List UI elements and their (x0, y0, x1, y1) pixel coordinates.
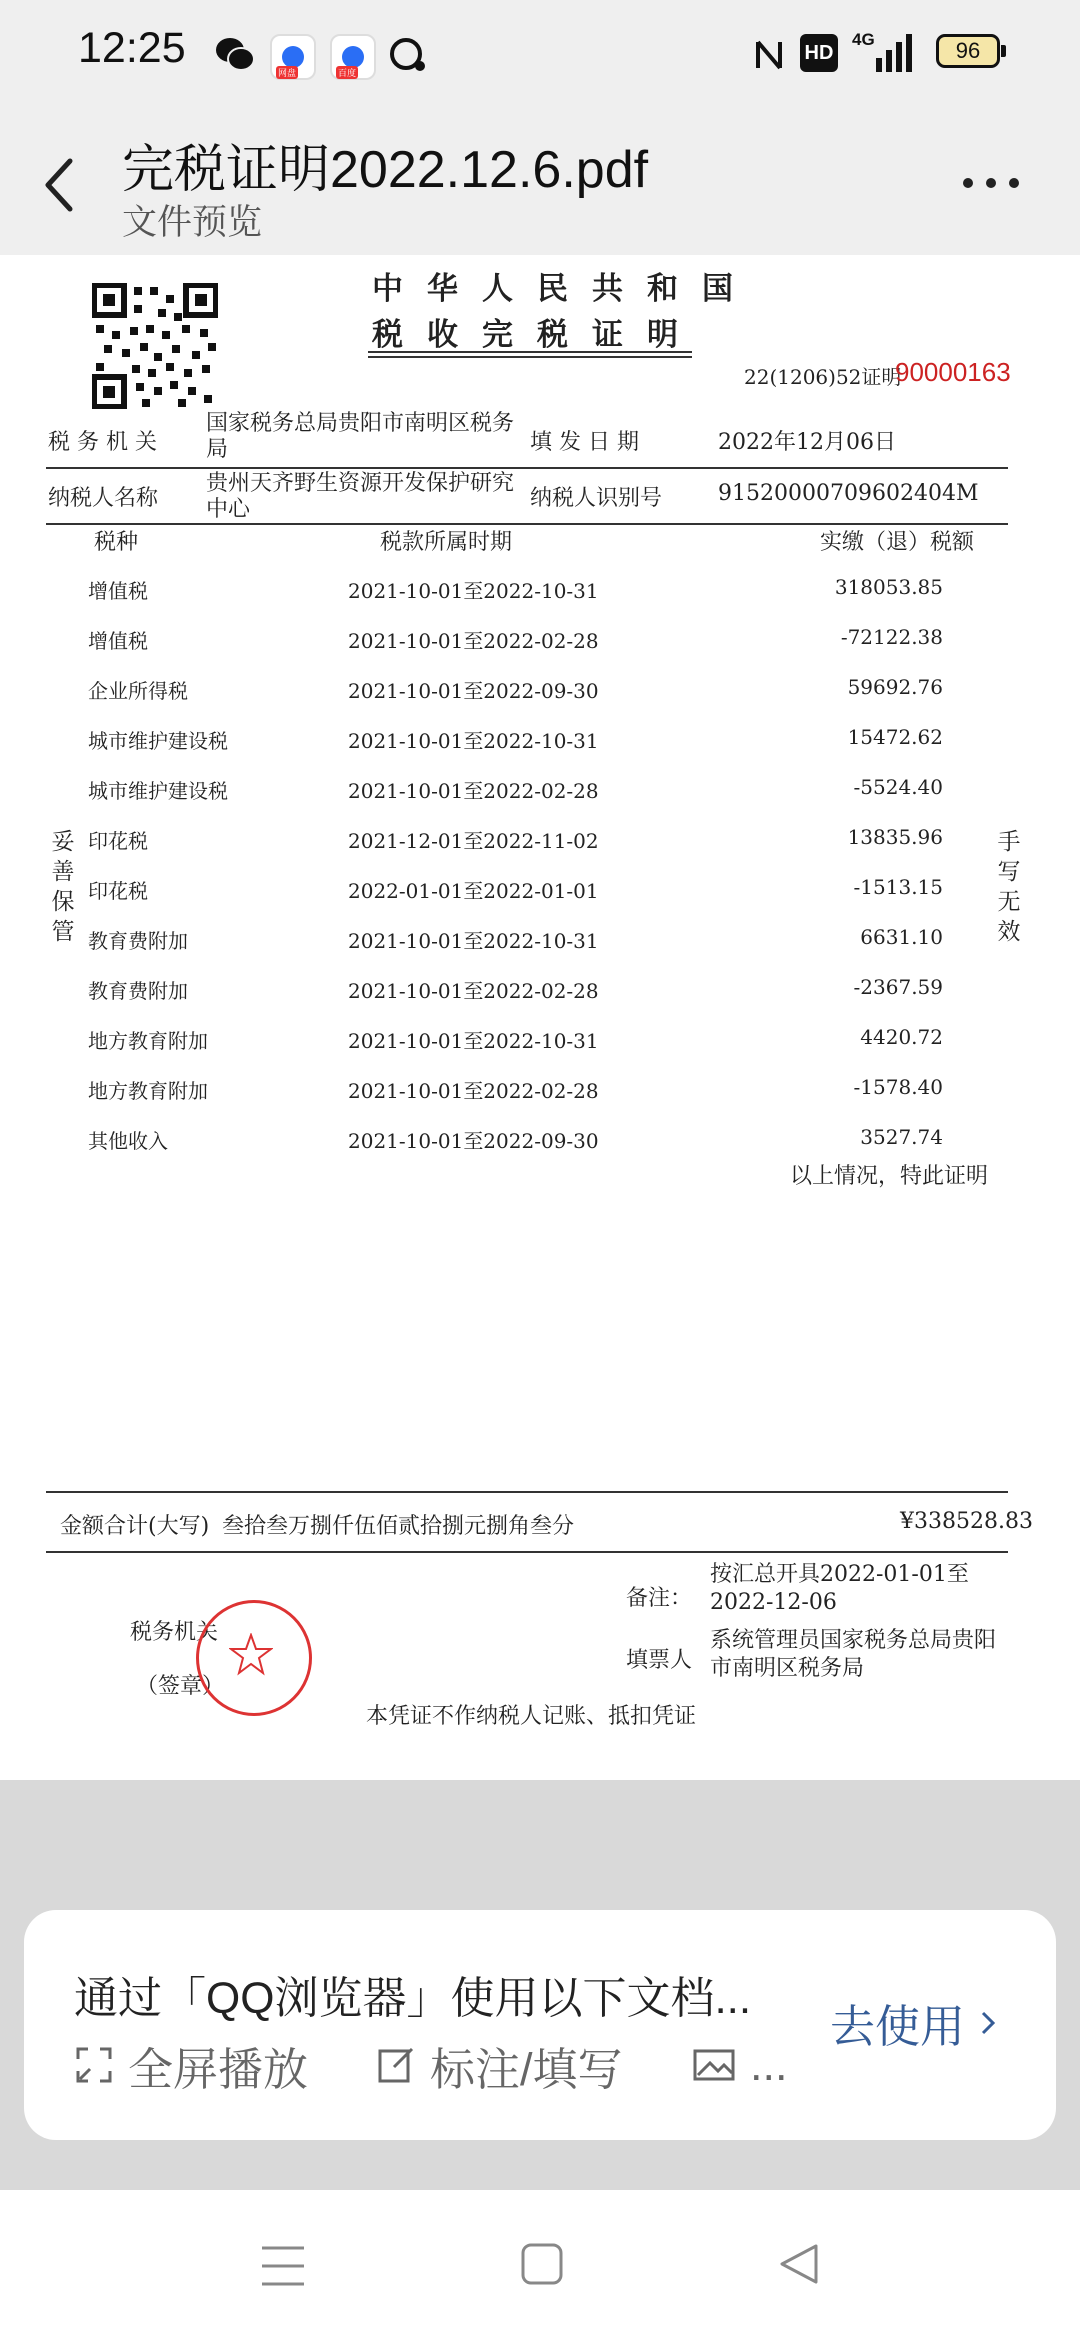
row-tax-period: 2021-10-01至2022-02-28 (348, 779, 599, 803)
go-use-label: 去使用 (830, 2001, 966, 2052)
action-fullscreen[interactable] (74, 2040, 309, 2095)
row-tax-amount: 13835.96 (847, 825, 943, 849)
official-stamp-icon (196, 1600, 312, 1716)
total-bottom-line (46, 1551, 1008, 1553)
qr-code-icon (92, 283, 218, 409)
baidu-netdisk-icon (270, 34, 316, 80)
row-tax-period: 2021-10-01至2022-02-28 (348, 979, 599, 1003)
network-type-label: 4G (852, 30, 875, 49)
row-tax-period: 2021-10-01至2022-10-31 (348, 1029, 599, 1053)
column-header-period: 税款所属时期 (380, 530, 513, 555)
row-tax-type: 教育费附加 (88, 979, 188, 1003)
action-annotate-label: 标注/填写 (430, 2043, 623, 2095)
doc-title-line2: 税收完税证明 (372, 317, 702, 353)
row-tax-period: 2021-10-01至2022-02-28 (348, 1079, 599, 1103)
row-tax-period: 2021-10-01至2022-09-30 (348, 679, 599, 703)
row-tax-amount: -1578.40 (853, 1075, 943, 1099)
chat-icon (388, 36, 430, 76)
recent-apps-button[interactable] (258, 2244, 308, 2288)
row-tax-amount: 4420.72 (860, 1025, 943, 1049)
status-time: 12:25 (78, 24, 186, 72)
row-tax-period: 2021-10-01至2022-09-30 (348, 1129, 599, 1153)
row-tax-type: 增值税 (88, 629, 148, 653)
taxpayer-name-value: 贵州天齐野生资源开发保护研究中心 (206, 471, 515, 522)
row-tax-amount: 318053.85 (834, 575, 943, 599)
cert-number: 90000163 (895, 357, 1011, 387)
certify-text: 以上情况，特此证明 (790, 1164, 989, 1189)
baidu-app-icon (330, 34, 376, 80)
more-options-button[interactable] (958, 173, 1028, 193)
taxpayer-id-value: 91520000709602404M (718, 481, 979, 506)
app-badge-netdisk: 网盘 (276, 66, 298, 79)
app-header (0, 105, 1080, 255)
action-annotate[interactable] (376, 2040, 623, 2095)
row-tax-period: 2021-10-01至2022-10-31 (348, 729, 599, 753)
nfc-icon (752, 36, 786, 74)
row-tax-amount: -72122.38 (840, 625, 943, 649)
column-header-amount: 实缴（退）税额 (820, 530, 975, 555)
fullscreen-icon (74, 2045, 114, 2085)
sign-authority-label: 税务机关 (130, 1620, 219, 1645)
row-tax-type: 地方教育附加 (88, 1029, 208, 1053)
row-tax-type: 其他收入 (88, 1129, 168, 1153)
right-side-note: 手写无效 (997, 829, 1021, 945)
tax-authority-label: 税 务 机 关 (48, 430, 157, 455)
taxpayer-id-label: 纳税人识别号 (530, 486, 663, 511)
total-amount: ¥338528.83 (900, 1509, 1033, 1534)
remark-label: 备注： (626, 1586, 693, 1611)
battery-tip (1001, 45, 1006, 57)
battery-level: 96 (955, 38, 981, 63)
image-icon (692, 2045, 736, 2085)
back-button[interactable] (40, 155, 80, 215)
chevron-right-icon (973, 2003, 1003, 2043)
row-tax-type: 地方教育附加 (88, 1079, 208, 1103)
tax-authority-value: 国家税务总局贵阳市南明区税务局 (206, 411, 515, 462)
row-tax-type: 教育费附加 (88, 929, 188, 953)
action-fullscreen-label: 全屏播放 (128, 2043, 309, 2095)
battery-icon (936, 34, 1000, 68)
row-tax-period: 2021-12-01至2022-11-02 (348, 829, 599, 853)
remark-value: 按汇总开具2022-01-01至2022-12-06 (710, 1562, 969, 1615)
action-image-label: ... (750, 2039, 788, 2090)
title-underline (368, 351, 692, 353)
row-tax-type: 城市维护建设税 (88, 779, 228, 803)
wechat-icon (214, 34, 256, 74)
row-tax-type: 城市维护建设税 (88, 729, 228, 753)
file-subtitle: 文件预览 (122, 203, 263, 242)
cert-code: 22(1206)52证明 (744, 365, 902, 389)
edit-icon (376, 2045, 416, 2085)
row-tax-amount: 59692.76 (847, 675, 943, 699)
footer-note: 本凭证不作纳税人记账、抵扣凭证 (366, 1704, 697, 1729)
fill-date-label: 填 发 日 期 (530, 430, 639, 455)
row-tax-amount: -2367.59 (853, 975, 943, 999)
left-side-note: 妥善保管 (51, 829, 75, 945)
row-tax-amount: -5524.40 (853, 775, 943, 799)
row-tax-type: 印花税 (88, 829, 148, 853)
issuer-label: 填票人 (626, 1648, 693, 1673)
open-with-title: 通过「QQ浏览器」使用以下文档... (74, 1974, 752, 2023)
row-tax-period: 2021-10-01至2022-10-31 (348, 929, 599, 953)
status-bar (0, 0, 1080, 105)
row-tax-type: 企业所得税 (88, 679, 188, 703)
total-top-line (46, 1491, 1008, 1493)
document-page[interactable] (0, 255, 1080, 1780)
taxpayer-name-label: 纳税人名称 (48, 486, 159, 511)
hd-icon: HD (800, 34, 838, 72)
row-tax-amount: 6631.10 (860, 925, 943, 949)
go-use-button[interactable] (830, 1990, 1003, 2055)
row-tax-type: 增值税 (88, 579, 148, 603)
total-label: 金额合计(大写) (60, 1514, 210, 1539)
back-nav-button[interactable] (776, 2242, 820, 2286)
row-tax-amount: -1513.15 (853, 875, 943, 899)
home-button[interactable] (520, 2242, 564, 2286)
action-image[interactable] (692, 2040, 788, 2090)
system-nav-bar (0, 2190, 1080, 2340)
issuer-value: 系统管理员国家税务总局贵阳市南明区税务局 (710, 1628, 997, 1681)
row-tax-amount: 3527.74 (860, 1125, 943, 1149)
total-words: 叁拾叁万捌仟伍佰贰拾捌元捌角叁分 (222, 1514, 575, 1539)
file-title: 完税证明2022.12.6.pdf (122, 141, 649, 199)
row-tax-period: 2022-01-01至2022-01-01 (348, 879, 599, 903)
row-tax-period: 2021-10-01至2022-10-31 (348, 579, 599, 603)
app-badge-baidu: 百度 (336, 66, 358, 79)
row-tax-amount: 15472.62 (847, 725, 943, 749)
row-tax-type: 印花税 (88, 879, 148, 903)
doc-title-line1: 中华人民共和国 (372, 271, 757, 307)
row-tax-period: 2021-10-01至2022-02-28 (348, 629, 599, 653)
fill-date-value: 2022年12月06日 (718, 430, 896, 455)
column-header-tax: 税种 (94, 530, 139, 555)
info-divider-1 (46, 467, 1008, 469)
title-underline-2 (368, 356, 692, 358)
open-with-card[interactable] (24, 1910, 1056, 2140)
4g-signal-icon (850, 30, 920, 76)
sign-seal-label: （签章） (136, 1674, 225, 1699)
